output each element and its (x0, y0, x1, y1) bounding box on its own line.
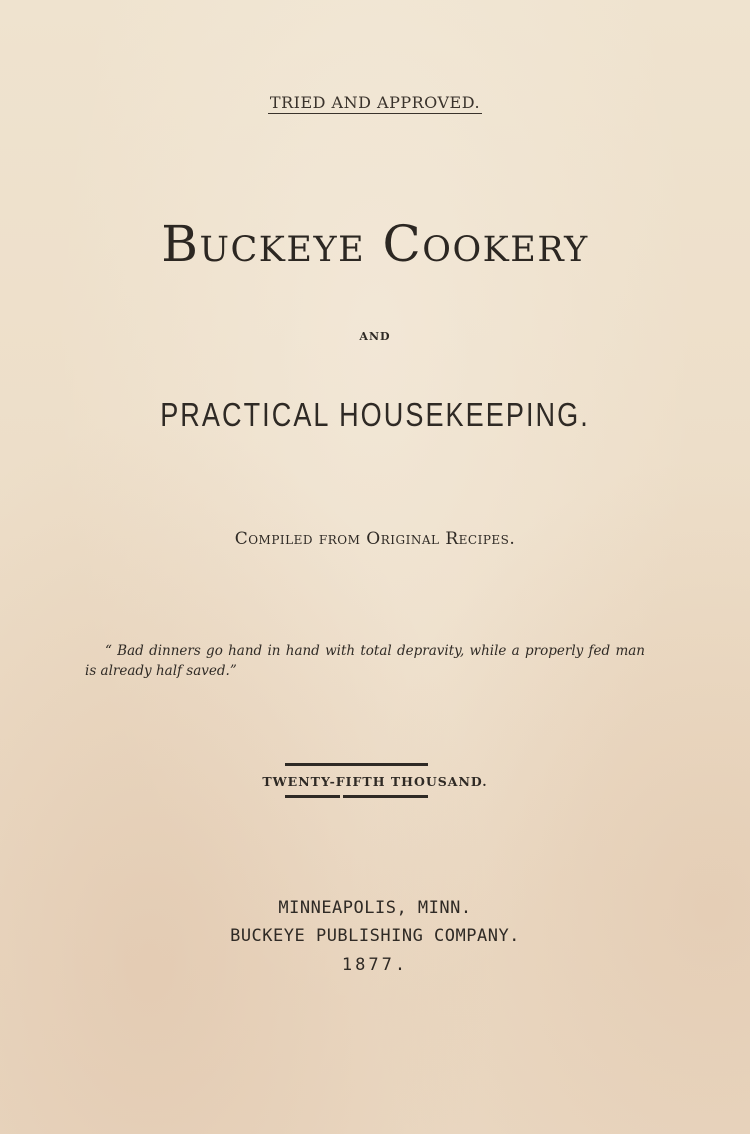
compiled-note: Compiled from Original Recipes. (234, 529, 516, 549)
imprint-year: 1877. (341, 955, 409, 975)
title-conjunction: AND (359, 330, 391, 343)
decorative-rule-top (285, 763, 428, 766)
edition-note: TWENTY-FIFTH THOUSAND. (262, 774, 488, 789)
motto-text: TRIED AND APPROVED. (269, 93, 481, 112)
epigraph-quote: “ Bad dinners go hand in hand with total depravity, while a properly fed man is already half saved.” (85, 643, 645, 679)
imprint-city: MINNEAPOLIS, MINN. (278, 898, 472, 918)
imprint-publisher: BUCKEYE PUBLISHING COMPANY. (230, 926, 520, 946)
decorative-rule-bottom-left (285, 795, 340, 798)
decorative-rule-bottom-right (343, 795, 428, 798)
book-subtitle: PRACTICAL HOUSEKEEPING. (160, 396, 590, 433)
motto (0, 93, 750, 114)
book-title: Buckeye Cookery (161, 215, 589, 273)
